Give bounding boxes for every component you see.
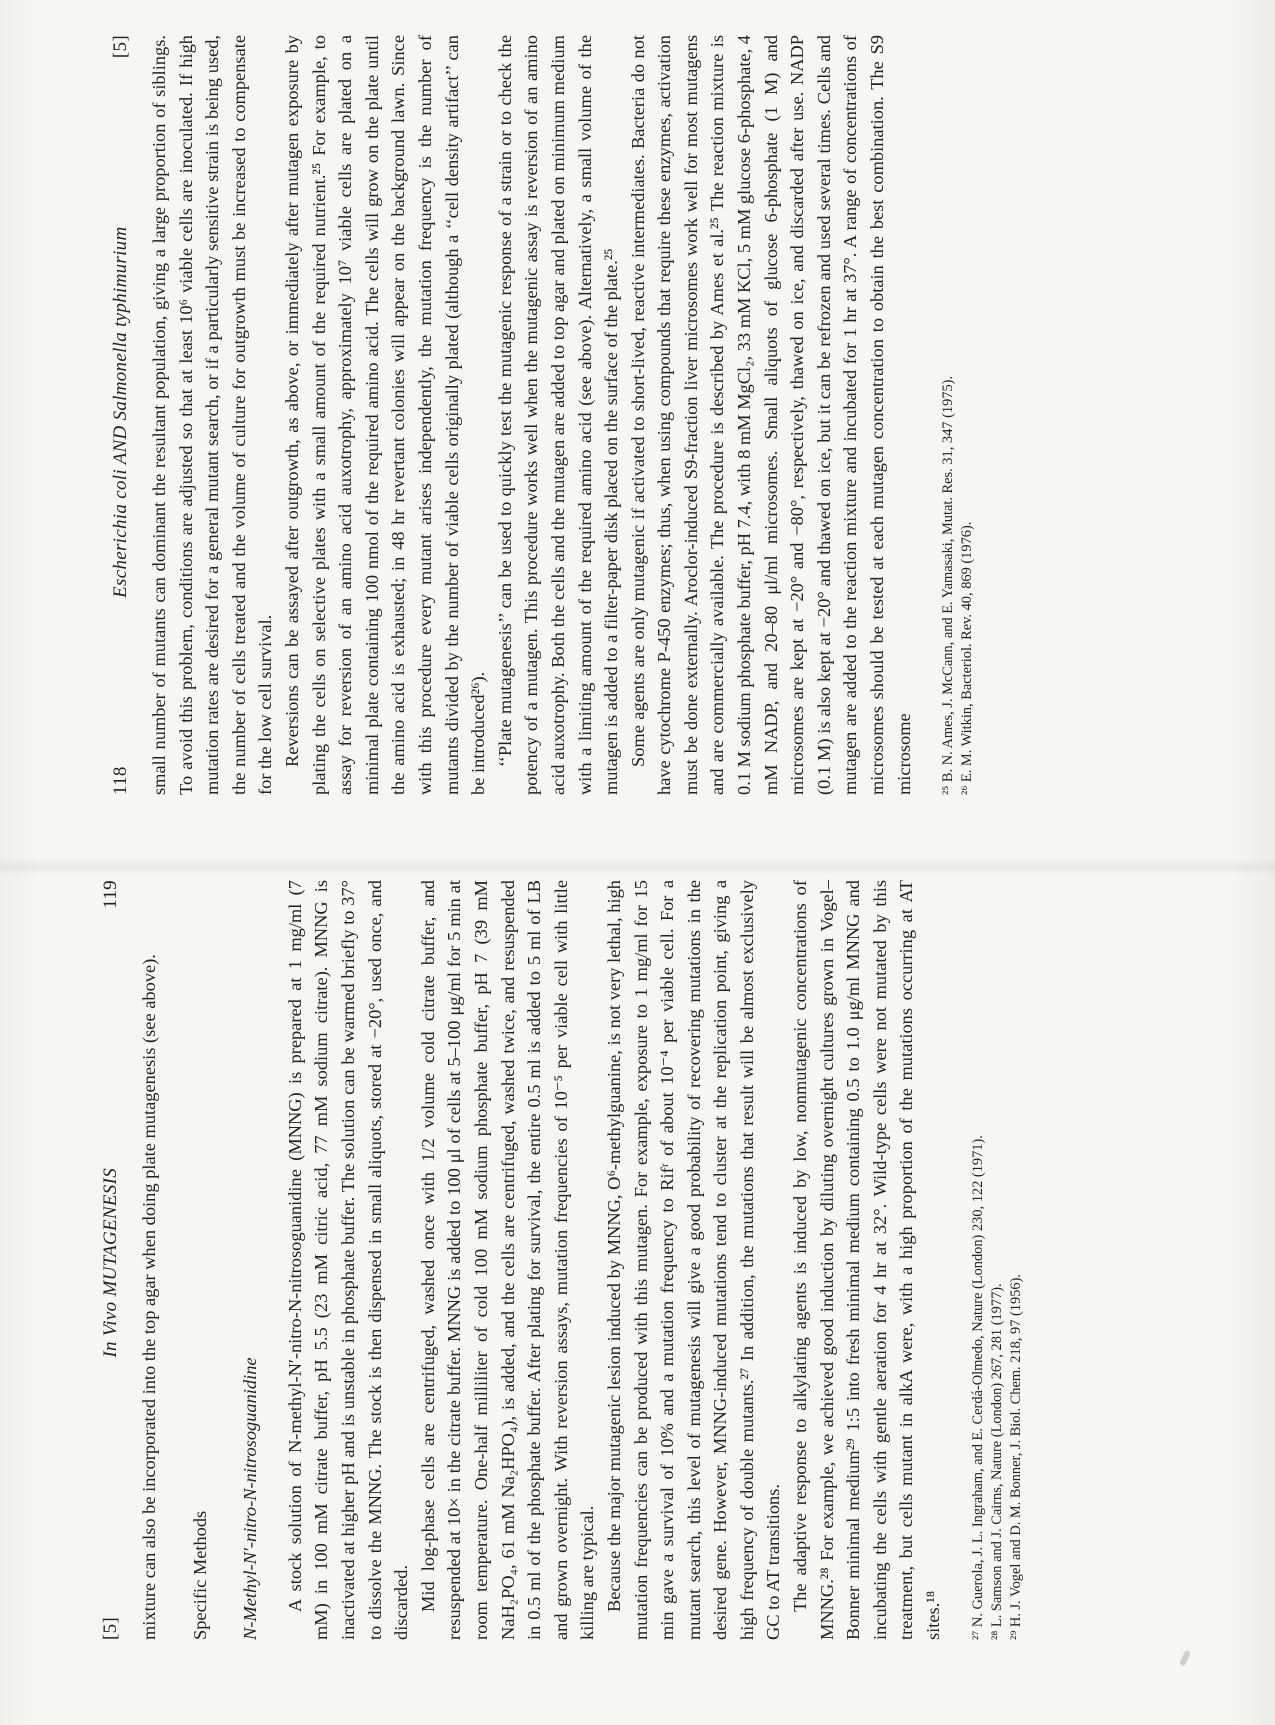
running-title: In Vivo MUTAGENESIS: [100, 1167, 121, 1358]
page-118: [110, 35, 1260, 795]
paragraph: ‘‘Plate mutagenesis’’ can be used to quickly test the mutagenic response of a strain or to check the potency of a mutagen. This procedure works well when the mutagenic assay is reversion of an amino acid auxotrophy. Both the cells and the mutagen are added to top agar and plated on minimum medium with a limiting amount of the required amino acid (see above). Alternatively, a small volume of the mutagen is added to a filter-paper disk placed on the surface of the plate.²⁵: [494, 35, 622, 795]
body-text: [146, 35, 917, 795]
paragraph: small number of mutants can dominant the resultant population, giving a large proportion of siblings. To avoid this problem, conditions are adjusted so that at least 10⁶ viable cells are inoculated. If high mutation rates are desired for a general mutant search, or if a particularly sensitive strain is being used, the number of cells treated and the volume of culture for outgrowth must be increased to compensate for the low cell survival.: [149, 35, 276, 795]
footnotes: [939, 35, 977, 795]
paragraph: mixture can also be incorporated into the top agar when doing plate mutagenesis (see above).: [139, 954, 159, 1640]
footnotes: [969, 880, 1026, 1640]
running-head: [100, 880, 122, 1640]
paragraph: A stock solution of N-methyl-N′-nitro-N-nitrosoguanidine (MNNG) is prepared at 1 mg/ml (7 mM) in 100 mM citrate buffer, pH 5.5 (23 mM citric acid, 77 mM sodium citrate). MNNG is inactivated at higher pH and is unstable in phosphate buffer. The solution can be warmed briefly to 37° to dissolve the MNNG. The stock is then dispensed in small aliquots, stored at −20°, used once, and discarded.: [284, 880, 412, 1640]
page-number: 118: [110, 766, 131, 795]
paragraph: Because the major mutagenic lesion induced by MNNG, O⁶-methylguanine, is not very lethal, high mutation frequencies can be produced with this mutagen. For example, exposure to 1 mg/ml for 15 min gave a survival of 10% and a mutation frequency to Rifʳ of about 10⁻⁴ per viable cell. For a mutant search, this level of mutagenesis will give a good probability of recovering mutations in the desired gene. However, MNNG-induced mutations tend to cluster at the replication point, giving a high frequency of double mutants.²⁷ In addition, the mutations that result will be almost exclusively GC to AT transitions.: [603, 880, 784, 1640]
page-number: 119: [100, 880, 121, 909]
scan-smudge: [1179, 1649, 1191, 1666]
footnote: ²⁹ H. J. Vogel and D. M. Bonner, J. Biol. Chem. 218, 97 (1956).: [1007, 1274, 1024, 1640]
chapter-bracket: [5]: [100, 1616, 121, 1640]
footnote: ²⁶ E. M. Witkin, Bacteriol. Rev. 40, 869 (1976).: [959, 521, 976, 795]
paragraph: Mid log-phase cells are centrifuged, washed once with 1/2 volume cold citrate buffer, and resuspended at 10× in the citrate buffer. MNNG is added to 100 μl of cells at 5–100 μg/ml for 5 min at room temperature. One-half milliliter of cold 100 mM sodium phosphate buffer, pH 7 (39 mM NaH₂PO₄, 61 mM Na₂HPO₄), is added, and the cells are centrifuged, washed twice, and resuspended in 0.5 ml of the phosphate buffer. After plating for survival, the entire 0.5 ml is added to 5 ml of LB and grown overnight. With reversion assays, mutation frequencies of 10⁻⁵ per viable cell with little killing are typical.: [417, 880, 598, 1640]
page-gutter: [0, 858, 1275, 876]
body-text: [136, 880, 947, 1640]
running-head: [110, 35, 132, 795]
paragraph: Reversions can be assayed after outgrowth, as above, or immediately after mutagen exposure by plating the cells on selective plates with a small amount of the required nutrient.²⁵ For example, to assay for reversion of an amino acid auxotrophy, approximately 10⁷ viable cells are plated on a minimal plate containing 100 nmol of the required amino acid. The cells will grow on the plate until the amino acid is exhausted; in 48 hr revertant colonies will appear on the background lawn. Since with this procedure every mutant arises independently, the mutation frequency is the number of mutants divided by the number of viable cells originally plated (although a ‘‘cell density artifact’’ can be introduced²⁶).: [281, 35, 489, 795]
running-title: Escherichia coli AND Salmonella typhimurium: [110, 226, 131, 598]
footnote: ²⁵ B. N. Ames, J. McCann, and E. Yamasaki, Mutat. Res. 31, 347 (1975).: [940, 375, 957, 795]
footnote: ²⁷ N. Guerola, J. L. Ingraham, and E. Cerdá-Olmedo, Nature (London) 230, 122 (1971).: [969, 1135, 986, 1640]
paragraph: Some agents are only mutagenic if activated to short-lived, reactive intermediates. Bacteria do not have cytochrome P-450 enzymes; thus, when using compounds that require these enzymes, activation must be done externally. Aroclor-induced S9-fraction liver microsomes work well for most mutagens and are commercially available. The procedure is described by Ames et al.²⁵ The reaction mixture is 0.1 M sodium phosphate buffer, pH 7.4, with 8 mM MgCl₂, 33 mM KCl, 5 mM glucose 6-phosphate, 4 mM NADP, and 20–80 μl/ml microsomes. Small aliquots of glucose 6-phosphate (1 M) and microsomes are kept at −20° and −80°, respectively, thawed on ice, and discarded after use. NADP (0.1 M) is also kept at −20° and thawed on ice, but it can be refrozen and used several times. Cells and mutagen are added to the reaction mixture and incubated for 1 hr at 37°. A range of concentrations of microsomes should be tested at each mutagen concentration to obtain the best combination. The S9 microsome: [627, 35, 914, 795]
subsection-heading: N-Methyl-N′-nitro-N-nitrosoguanidine: [240, 1357, 261, 1640]
chapter-bracket: [5]: [110, 35, 131, 59]
footnote: ²⁸ L. Samson and J. Cairns, Nature (London) 267, 281 (1977).: [988, 1283, 1005, 1640]
page-119: [100, 880, 1250, 1640]
section-heading: Specific Methods: [189, 1510, 210, 1640]
paragraph: The adaptive response to alkylating agents is induced by low, nonmutagenic concentrations of MNNG.²⁸ For example, we achieved good induction by diluting overnight cultures grown in Vogel–Bonner minimal medium²⁹ 1:5 into fresh minimal medium containing 0.5 to 1.0 μg/ml MNNG and incubating the cells with gentle aeration for 4 hr at 32°. Wild-type cells were not mutated by this treatment, but cells mutant in alkA were, with a high proportion of the mutations occurring at AT sites.¹⁸: [790, 880, 944, 1640]
